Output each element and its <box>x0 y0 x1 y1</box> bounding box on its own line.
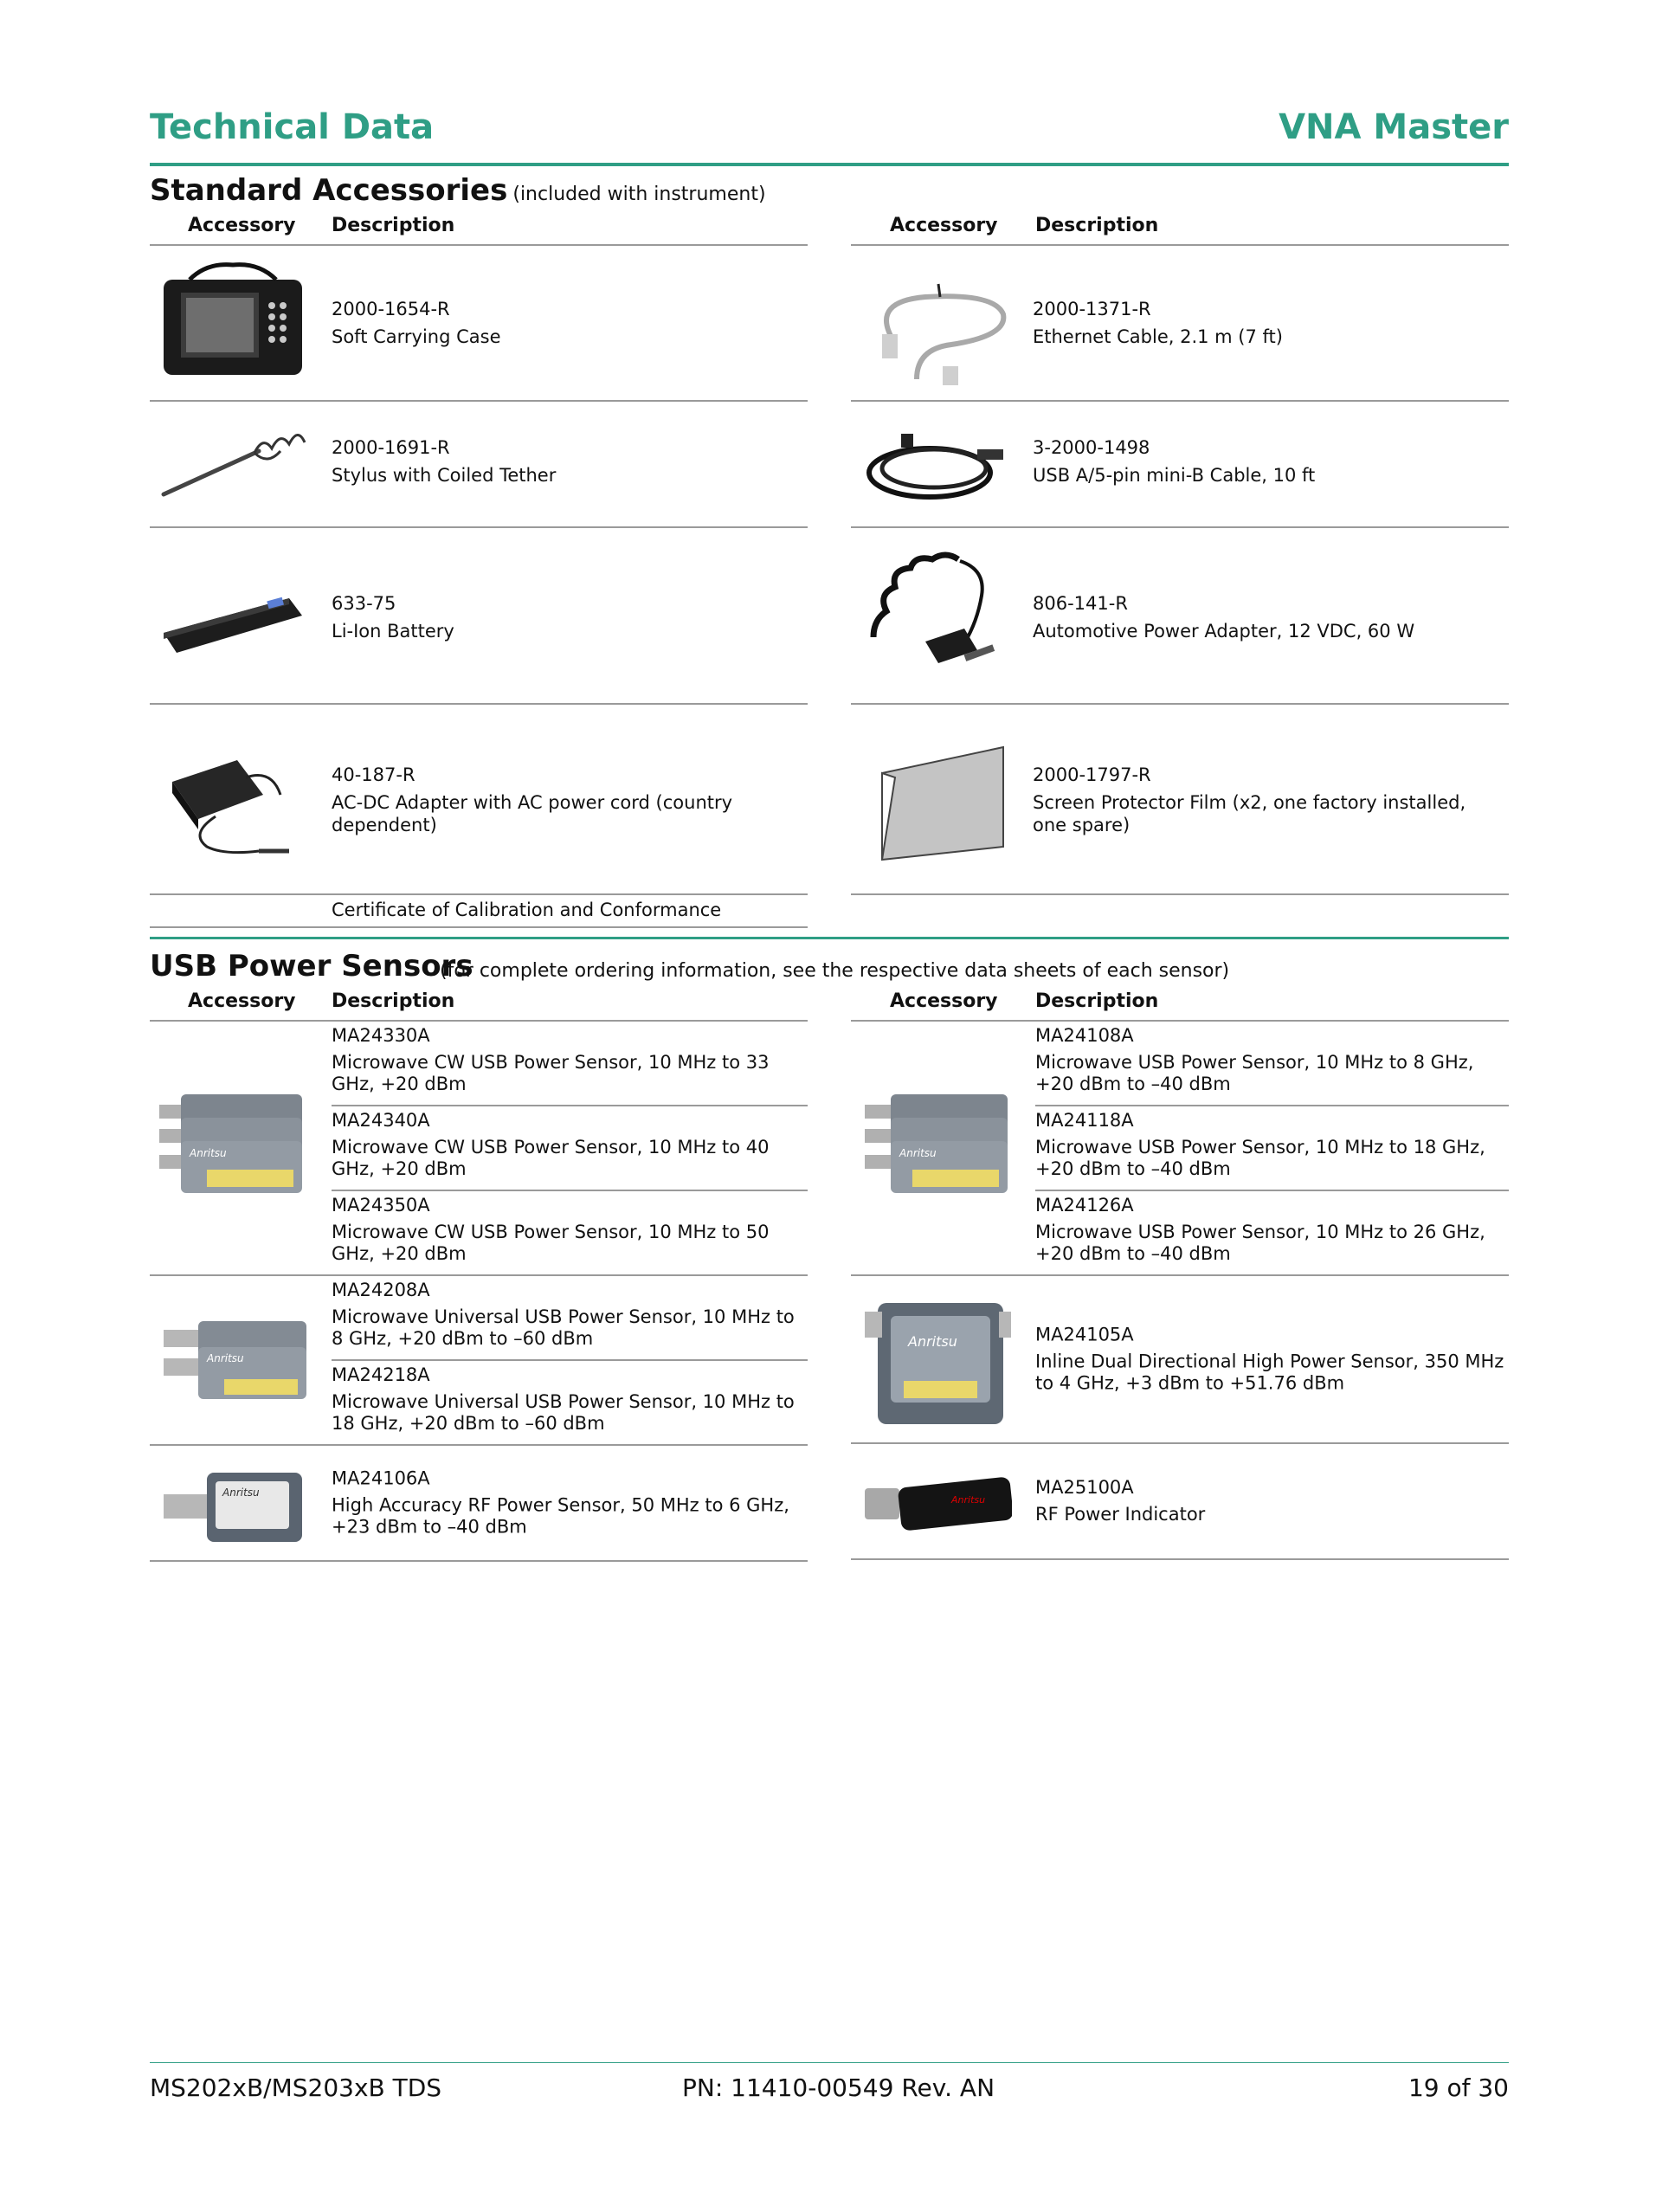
sensor-group <box>851 1444 1509 1560</box>
part-description: Microwave CW USB Power Sensor, 10 MHz to 33 GHz, +20 dBm <box>332 1052 770 1094</box>
part-description: Inline Dual Directional High Power Sensor, 350 MHz to 4 GHz, +3 dBm to +51.76 dBm <box>1035 1351 1504 1394</box>
page-footer <box>150 2062 1509 2102</box>
part-description: Soft Carrying Case <box>332 326 501 347</box>
usb-cable-icon <box>856 399 1012 529</box>
col-description-label: Description <box>1035 990 1159 1012</box>
inline-sensor-icon <box>856 1286 1012 1433</box>
page-header <box>150 102 1509 166</box>
power-sensor-icon <box>155 1299 311 1421</box>
part-number: 2000-1691-R <box>332 437 450 458</box>
part-description: Automotive Power Adapter, 12 VDC, 60 W <box>1033 621 1415 642</box>
part-number: MA24330A <box>332 1025 430 1046</box>
sensor-group <box>851 1022 1509 1276</box>
sensor-item <box>332 1468 808 1538</box>
sensor-item <box>1035 1191 1509 1274</box>
col-description-label: Description <box>332 990 455 1012</box>
accessory-description <box>1033 436 1315 487</box>
col-description-label: Description <box>1035 215 1159 236</box>
section-divider <box>150 937 1509 939</box>
sensor-item <box>1035 1477 1205 1525</box>
battery-icon <box>155 551 311 680</box>
header-title: Technical Data <box>150 107 435 147</box>
accessory-row <box>150 246 808 402</box>
col-accessory-label: Accessory <box>188 990 296 1012</box>
screen-protector-icon <box>856 734 1012 864</box>
carrying-case-icon <box>155 258 311 388</box>
part-number: 806-141-R <box>1033 593 1128 614</box>
sensor-group <box>150 1446 808 1562</box>
part-number: MA24105A <box>1035 1324 1134 1345</box>
power-sensor-icon <box>155 1442 311 1564</box>
footer-page-number: 19 of 30 <box>1408 2073 1509 2102</box>
certificate-text: Certificate of Calibration and Conformance <box>332 900 722 920</box>
accessory-row <box>851 705 1509 895</box>
part-description: Microwave Universal USB Power Sensor, 10 MHz to 8 GHz, +20 dBm to –60 dBm <box>332 1306 795 1349</box>
accessory-row <box>150 895 808 928</box>
column-header <box>150 985 808 1022</box>
sensor-item <box>332 1106 808 1191</box>
part-description: Screen Protector Film (x2, one factory installed, one spare) <box>1033 792 1466 835</box>
sensor-brand-label: Anritsu <box>899 1147 937 1159</box>
accessory-row <box>150 402 808 528</box>
part-description: RF Power Indicator <box>1035 1504 1206 1525</box>
part-description: USB A/5-pin mini-B Cable, 10 ft <box>1033 465 1316 486</box>
part-description: Microwave CW USB Power Sensor, 10 MHz to 40 GHz, +20 dBm <box>332 1137 770 1179</box>
ac-adapter-icon <box>155 734 311 864</box>
car-adapter-icon <box>856 551 1012 680</box>
usb-right-column <box>851 985 1509 1560</box>
sensor-item <box>332 1361 808 1444</box>
col-description-label: Description <box>332 215 455 236</box>
sensor-item <box>332 1022 808 1106</box>
accessory-description <box>1033 592 1414 642</box>
accessory-description <box>332 298 501 348</box>
col-accessory-label: Accessory <box>890 215 998 236</box>
sensor-brand-label: Anritsu <box>222 1486 260 1499</box>
sensor-group <box>851 1276 1509 1444</box>
stylus-icon <box>155 399 311 529</box>
part-number: MA24340A <box>332 1110 430 1131</box>
column-header <box>851 985 1509 1022</box>
part-number: MA25100A <box>1035 1477 1134 1498</box>
accessory-row <box>150 705 808 895</box>
sensor-brand-label: Anritsu <box>207 1352 244 1364</box>
part-number: 2000-1797-R <box>1033 764 1151 785</box>
part-description: Stylus with Coiled Tether <box>332 465 557 486</box>
sensor-item <box>1035 1325 1509 1395</box>
part-number: 3-2000-1498 <box>1033 437 1150 458</box>
part-number: MA24350A <box>332 1195 430 1216</box>
column-header <box>851 210 1509 246</box>
part-number: MA24218A <box>332 1364 430 1385</box>
part-number: MA24208A <box>332 1280 430 1300</box>
part-number: MA24106A <box>332 1467 430 1489</box>
part-number: 2000-1654-R <box>332 299 450 319</box>
usb-left-column <box>150 985 808 1562</box>
sensor-group <box>150 1022 808 1276</box>
part-number: 633-75 <box>332 593 396 614</box>
part-description: Microwave CW USB Power Sensor, 10 MHz to 50 GHz, +20 dBm <box>332 1222 770 1264</box>
col-accessory-label: Accessory <box>890 990 998 1012</box>
header-product: VNA Master <box>1279 107 1509 147</box>
standard-title-text: Standard Accessories <box>150 173 508 208</box>
column-header <box>150 210 808 246</box>
usb-subtitle: (for complete ordering information, see the respective data sheets of each sensor) <box>440 960 1230 982</box>
accessory-description <box>332 764 747 836</box>
sensor-item <box>1035 1106 1509 1191</box>
accessory-row <box>851 528 1509 705</box>
accessory-description <box>1033 764 1491 836</box>
part-description: Li-Ion Battery <box>332 621 454 642</box>
accessory-description <box>1033 298 1283 348</box>
power-sensor-icon <box>856 1087 1012 1209</box>
sensor-item <box>332 1191 808 1274</box>
part-description: Microwave Universal USB Power Sensor, 10 MHz to 18 GHz, +20 dBm to –60 dBm <box>332 1391 795 1434</box>
standard-right-column <box>851 210 1509 895</box>
part-number: MA24118A <box>1035 1110 1134 1131</box>
part-description: High Accuracy RF Power Sensor, 50 MHz to 6 GHz, +23 dBm to –40 dBm <box>332 1494 789 1538</box>
part-description: Ethernet Cable, 2.1 m (7 ft) <box>1033 326 1283 347</box>
part-number: MA24108A <box>1035 1025 1134 1046</box>
accessory-row <box>150 528 808 705</box>
accessory-row <box>851 402 1509 528</box>
usb-power-sensors-title: USB Power Sensors <box>150 949 473 983</box>
part-description: Microwave USB Power Sensor, 10 MHz to 26 GHz, +20 dBm to –40 dBm <box>1035 1222 1485 1264</box>
sensor-group <box>150 1276 808 1446</box>
part-number: 40-187-R <box>332 764 416 785</box>
sensor-brand-label: Anritsu <box>190 1147 227 1159</box>
ethernet-cable-icon <box>856 258 1012 388</box>
sensor-brand-label: Anritsu <box>951 1494 986 1506</box>
part-description: AC-DC Adapter with AC power cord (country dependent) <box>332 792 733 835</box>
standard-subtitle: (included with instrument) <box>512 184 766 205</box>
standard-left-column <box>150 210 808 928</box>
sensor-item <box>1035 1022 1509 1106</box>
accessory-row <box>851 246 1509 402</box>
sensor-item <box>332 1276 808 1361</box>
rf-power-indicator-icon <box>856 1441 1012 1562</box>
part-number: 2000-1371-R <box>1033 299 1151 319</box>
accessory-description <box>332 436 556 487</box>
footer-part-number: PN: 11410-00549 Rev. AN <box>682 2073 995 2102</box>
accessory-description <box>332 592 454 642</box>
part-number: MA24126A <box>1035 1195 1134 1216</box>
footer-doc-name: MS202xB/MS203xB TDS <box>150 2073 442 2102</box>
part-description: Microwave USB Power Sensor, 10 MHz to 8 GHz, +20 dBm to –40 dBm <box>1035 1052 1474 1094</box>
col-accessory-label: Accessory <box>188 215 296 236</box>
power-sensor-icon <box>155 1087 311 1209</box>
standard-accessories-title <box>150 173 766 208</box>
sensor-brand-label: Anritsu <box>908 1333 957 1350</box>
part-description: Microwave USB Power Sensor, 10 MHz to 18 GHz, +20 dBm to –40 dBm <box>1035 1137 1485 1179</box>
